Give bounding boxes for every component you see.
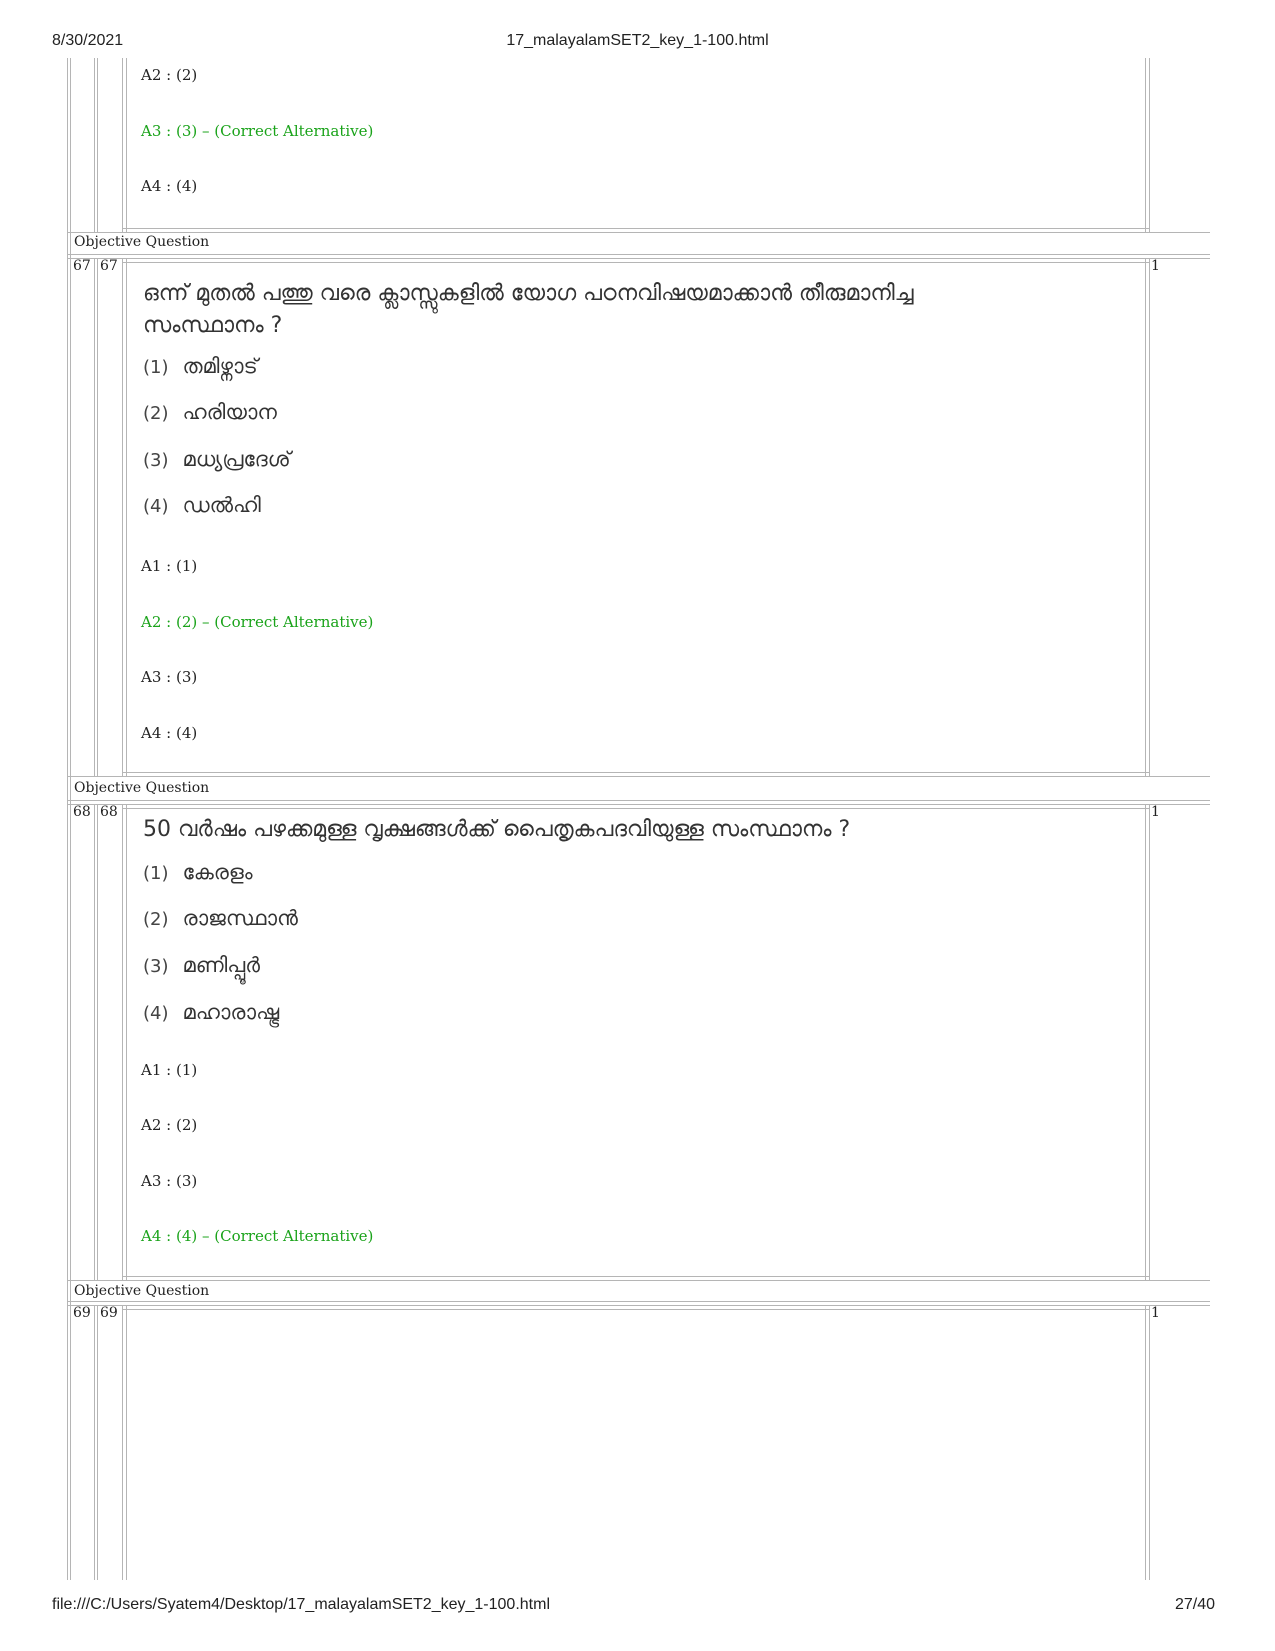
option-text: കേരളം	[182, 860, 253, 884]
question-option	[143, 493, 261, 518]
answer-option: A3 : (3)	[141, 668, 198, 686]
option-number: (2)	[143, 909, 169, 930]
print-title: 17_malayalamSET2_key_1-100.html	[506, 32, 769, 49]
question-serial: 67	[73, 258, 91, 274]
option-text: ഹരിയാന	[182, 400, 277, 424]
section-label: Objective Question	[74, 1283, 210, 1299]
question-text: ഒന്ന് മുതൽ പത്തു വരെ ക്ലാസ്സുകളിൽ യോഗ പഠനവിഷയമാക്കാൻ തീരുമാനിച്ച	[143, 281, 914, 306]
answer-option: A4 : (4)	[141, 724, 198, 742]
option-number: (3)	[143, 450, 169, 471]
print-file-path: file:///C:/Users/Syatem4/Desktop/17_malayalamSET2_key_1-100.html	[52, 1596, 550, 1613]
print-date: 8/30/2021	[52, 32, 124, 49]
question-option	[143, 400, 277, 425]
option-text: തമിഴ്നാട്	[182, 354, 258, 378]
question-mark: 1	[1151, 804, 1160, 820]
question-mark: 1	[1151, 1305, 1160, 1321]
question-number: 67	[100, 258, 118, 274]
answer-option-correct: A4 : (4) – (Correct Alternative)	[141, 1227, 374, 1245]
question-serial: 68	[73, 804, 91, 820]
answer-option: A2 : (2)	[141, 66, 198, 84]
question-option	[143, 906, 298, 931]
section-label: Objective Question	[74, 234, 210, 250]
option-text: മധ്യപ്രദേശ്	[182, 447, 291, 471]
question-option	[143, 860, 253, 885]
option-number: (1)	[143, 863, 169, 884]
question-text: സംസ്ഥാനം ?	[143, 313, 283, 338]
question-number: 68	[100, 804, 118, 820]
question-option	[143, 447, 291, 472]
option-number: (3)	[143, 956, 169, 977]
question-option	[143, 953, 260, 978]
answer-option: A3 : (3)	[141, 1172, 198, 1190]
option-number: (2)	[143, 403, 169, 424]
answer-option-correct: A3 : (3) – (Correct Alternative)	[141, 122, 374, 140]
answer-option: A2 : (2)	[141, 1116, 198, 1134]
option-text: രാജസ്ഥാൻ	[182, 906, 298, 930]
question-option	[143, 1000, 279, 1025]
option-text: ഡൽഹി	[182, 493, 261, 517]
answer-option: A4 : (4)	[141, 177, 198, 195]
question-number: 69	[100, 1305, 118, 1321]
question-mark: 1	[1151, 258, 1160, 274]
section-label: Objective Question	[74, 780, 210, 796]
answer-option: A1 : (1)	[141, 1061, 198, 1079]
print-page-number: 27/40	[1174, 1596, 1215, 1613]
option-text: മഹാരാഷ്ട്ര	[182, 1000, 280, 1024]
option-number: (1)	[143, 357, 169, 378]
option-text: മണിപ്പൂർ	[182, 953, 260, 977]
answer-option: A1 : (1)	[141, 557, 198, 575]
option-number: (4)	[143, 1003, 169, 1024]
option-number: (4)	[143, 496, 169, 517]
question-text: 50 വർഷം പഴക്കമുള്ള വൃക്ഷങ്ങൾക്ക് പൈതൃകപദവിയുള്ള സംസ്ഥാനം ?	[143, 817, 851, 842]
answer-option-correct: A2 : (2) – (Correct Alternative)	[141, 613, 374, 631]
question-serial: 69	[73, 1305, 91, 1321]
question-option	[143, 354, 258, 379]
